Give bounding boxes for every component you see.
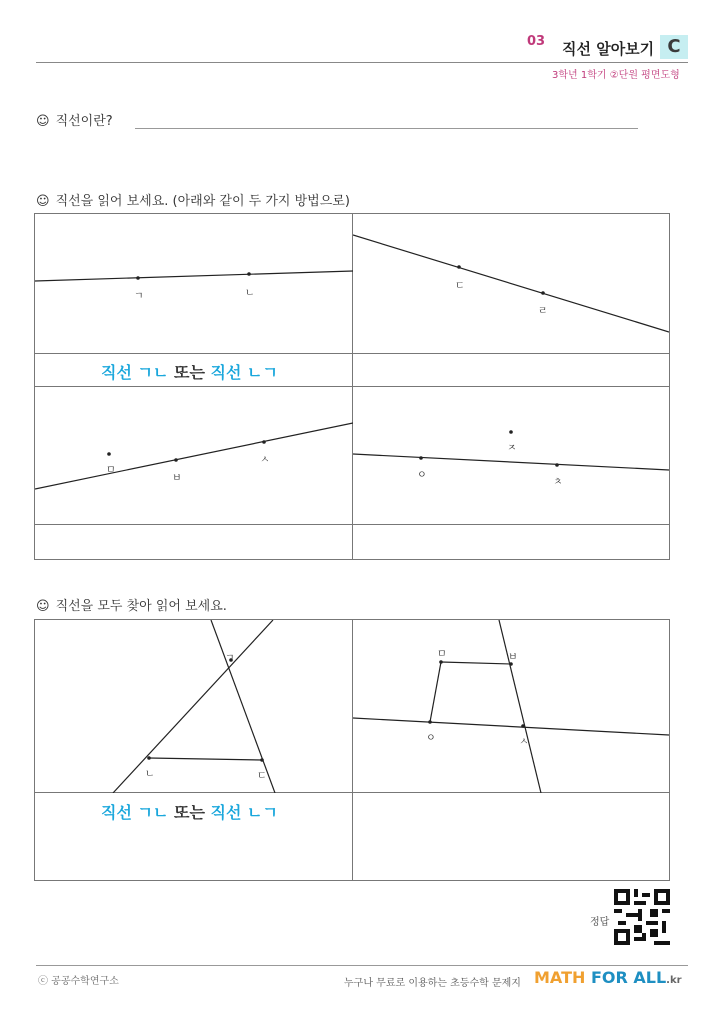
- point-label: ㅅ: [260, 455, 270, 466]
- footer-tagline: 누구나 무료로 이용하는 초등수학 문제지: [344, 978, 521, 989]
- line-diagram-6: [353, 620, 669, 793]
- point-label: ㄷ: [257, 771, 267, 782]
- line-diagram-4: [353, 387, 669, 525]
- point-label: ㅂ: [508, 652, 518, 663]
- worksheet-number: 03: [527, 34, 546, 49]
- question-1: [36, 110, 113, 129]
- smile-icon: ☺: [36, 599, 50, 614]
- point-label: ㄹ: [538, 306, 548, 317]
- example-answer: 직선 ㄱㄴ 또는 직선 ㄴㄱ: [101, 803, 278, 822]
- question-1-text: 직선이란?: [55, 114, 113, 129]
- answer-line-1[interactable]: [135, 128, 638, 129]
- point-label: ㅊ: [553, 477, 563, 488]
- line-diagram-2: [353, 214, 669, 354]
- figure-panel-1: [35, 214, 353, 354]
- point-label: ㄱ: [225, 653, 235, 664]
- point-label: ㄷ: [455, 281, 465, 292]
- question-3-text: 직선을 모두 찾아 읽어 보세요.: [55, 599, 227, 614]
- figure-panel-2: [353, 214, 669, 354]
- answer-cell-5[interactable]: [35, 793, 353, 880]
- point-label: ㄴ: [245, 288, 255, 299]
- answer-cell-2[interactable]: [353, 354, 669, 387]
- question-3: [36, 595, 227, 614]
- line-diagram-1: [35, 214, 353, 354]
- answer-cell-6[interactable]: [353, 793, 669, 880]
- figure-panel-4: [353, 387, 669, 525]
- footer-divider: [36, 965, 688, 966]
- worksheet-title: 직선 알아보기: [562, 40, 655, 58]
- point-label: ㅁ: [106, 465, 116, 476]
- find-lines-grid: [34, 619, 670, 881]
- smile-icon: ☺: [36, 114, 50, 129]
- example-answer: 직선 ㄱㄴ 또는 직선 ㄴㄱ: [101, 363, 278, 382]
- answer-cell-4[interactable]: [353, 525, 669, 559]
- copyright-text: ⓒ 공공수학연구소: [38, 976, 119, 987]
- question-2: [36, 190, 350, 209]
- smile-icon: ☺: [36, 194, 50, 209]
- answer-cell-3[interactable]: [35, 525, 353, 559]
- line-diagram-3: [35, 387, 353, 525]
- point-label: ㅅ: [519, 737, 529, 748]
- point-label: ㅁ: [437, 649, 447, 660]
- level-badge: C: [660, 35, 688, 59]
- unit-subtitle: 3학년 1학기 ②단원 평면도형: [552, 70, 680, 81]
- line-diagram-5: [35, 620, 353, 793]
- question-2-text: 직선을 읽어 보세요. (아래와 같이 두 가지 방법으로): [55, 194, 350, 209]
- brand-logo[interactable]: MATH FOR ALL.kr: [534, 968, 682, 987]
- figure-panel-6: [353, 620, 669, 793]
- point-label: ㅈ: [507, 443, 517, 454]
- reading-grid: [34, 213, 670, 560]
- figure-panel-3: [35, 387, 353, 525]
- qr-code-graphic: [614, 889, 670, 945]
- answer-cell-1[interactable]: [35, 354, 353, 387]
- point-label: ㄴ: [145, 769, 155, 780]
- point-label: ㅂ: [172, 473, 182, 484]
- point-label: ㅇ: [426, 733, 436, 744]
- point-label: ㅇ: [417, 470, 427, 481]
- answer-key-label: 정답: [590, 917, 610, 928]
- qr-code-icon[interactable]: [614, 889, 670, 945]
- figure-panel-5: [35, 620, 353, 793]
- header-divider: [36, 62, 688, 63]
- point-label: ㄱ: [134, 291, 144, 302]
